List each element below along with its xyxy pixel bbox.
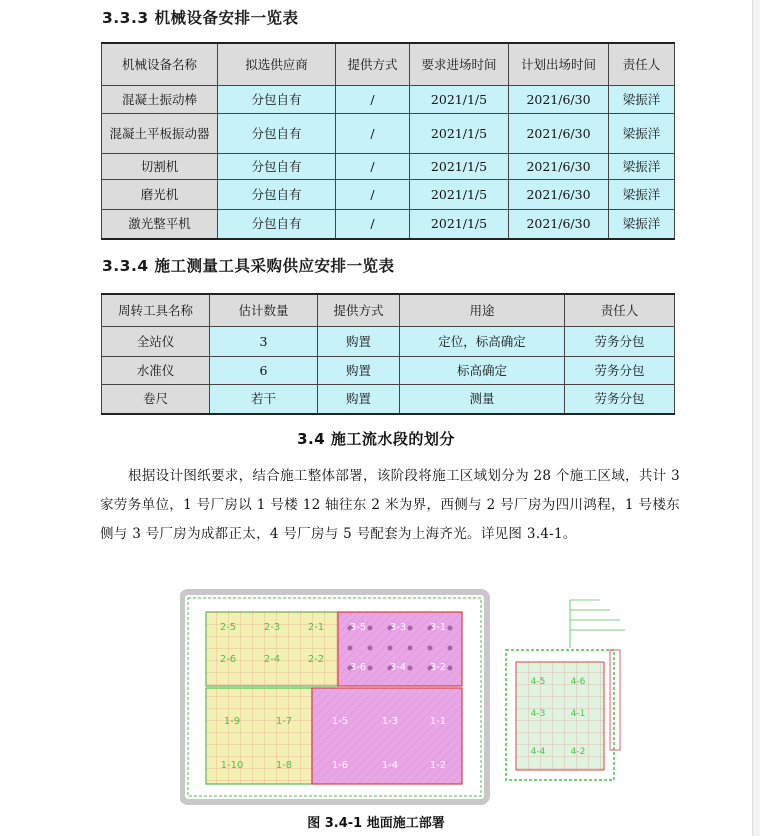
quantity-cell: 6 [210,356,318,384]
section-3-4-title: 3.4 施工流水段的划分 [297,430,455,448]
zone-label: 1-9 [223,716,241,727]
survey-tools-table-header [102,294,675,326]
zone-label: 1-6 [331,760,349,771]
method-cell: / [336,85,410,113]
zone-label: 2-1 [307,622,325,633]
equipment-name-cell: 切割机 [102,153,218,179]
equipment-name-cell: 磨光机 [102,179,218,209]
figure-caption: 图 3.4-1 地面施工部署 [307,816,445,831]
method-cell: / [336,179,410,209]
zone-label: 1-7 [275,716,293,727]
supplier-cell: 分包自有 [218,113,336,153]
zone-label: 1-3 [381,716,399,727]
zone-label: 3-3 [389,622,407,633]
quantity-cell: 若干 [210,384,318,414]
zone-label: 3-5 [349,622,367,633]
supplier-cell: 分包自有 [218,209,336,239]
zone-label: 1-1 [429,716,447,727]
section-3-3-3-title: 3.3.3 机械设备安排一览表 [102,9,299,27]
tool-name-cell: 卷尺 [102,384,210,414]
header-cell: 提供方式 [318,294,400,326]
paragraph-text: 根据设计图纸要求，结合施工整体部署，该阶段将施工区域划分为 28 个施工区域，共计 3 家劳务单位，1 号厂房以 1 号楼 12 轴往东 2 米为界，西侧与 2 号厂房为四川鸿程，1 号楼东侧与 3 号厂房为成都正太，4 号厂房与 5 号配套为上海齐光。详见图 3.4-1。 [100,468,680,542]
zone-label: 3-4 [389,662,407,673]
table-row [102,153,675,179]
supplier-cell: 分包自有 [218,153,336,179]
table-row [102,356,675,384]
entry-date-cell: 2021/1/5 [410,209,509,239]
table-row [102,209,675,239]
header-cell: 机械设备名称 [102,43,218,85]
responsible-cell: 劳务分包 [565,326,675,356]
purpose-cell: 测量 [400,384,565,414]
survey-tools-table [101,293,675,415]
table-row [102,326,675,356]
method-cell: 购置 [318,326,400,356]
supplier-cell: 分包自有 [218,85,336,113]
purpose-cell: 定位，标高确定 [400,326,565,356]
zone-label: 2-5 [219,622,237,633]
equipment-name-cell: 激光整平机 [102,209,218,239]
entry-date-cell: 2021/1/5 [410,85,509,113]
zone-label: 3-2 [429,662,447,673]
exit-date-cell: 2021/6/30 [509,179,609,209]
responsible-cell: 梁振洋 [609,209,675,239]
zone-label: 1-2 [429,760,447,771]
responsible-cell: 梁振洋 [609,85,675,113]
header-cell: 计划出场时间 [509,43,609,85]
exit-date-cell: 2021/6/30 [509,153,609,179]
header-cell: 提供方式 [336,43,410,85]
entry-date-cell: 2021/1/5 [410,153,509,179]
method-cell: / [336,209,410,239]
entry-date-cell: 2021/1/5 [410,113,509,153]
zone-label: 1-8 [275,760,293,771]
exit-date-cell: 2021/6/30 [509,209,609,239]
supplier-cell: 分包自有 [218,179,336,209]
header-cell: 用途 [400,294,565,326]
zone-label: 4-4 [530,747,546,757]
zone-label: 1-10 [220,760,244,771]
zone-label: 4-2 [570,747,586,757]
zone-label: 2-2 [307,654,325,665]
responsible-cell: 梁振洋 [609,113,675,153]
viewer-scroll-edge[interactable] [752,0,760,836]
zone-label: 2-6 [219,654,237,665]
method-cell: / [336,153,410,179]
responsible-cell: 劳务分包 [565,356,675,384]
zone-label: 4-1 [570,709,586,719]
header-cell: 拟选供应商 [218,43,336,85]
exit-date-cell: 2021/6/30 [509,113,609,153]
tool-name-cell: 全站仪 [102,326,210,356]
zone-label: 1-5 [331,716,349,727]
section-3-4-paragraph [100,462,680,549]
zone-label: 4-5 [530,677,546,687]
responsible-cell: 梁振洋 [609,179,675,209]
header-cell: 周转工具名称 [102,294,210,326]
equipment-name-cell: 混凝土振动棒 [102,85,218,113]
method-cell: 购置 [318,356,400,384]
dimension-annotations [570,600,625,648]
responsible-cell: 梁振洋 [609,153,675,179]
table-row [102,384,675,414]
header-cell: 要求进场时间 [410,43,509,85]
exit-date-cell: 2021/6/30 [509,85,609,113]
zone-label: 3-1 [429,622,447,633]
machinery-table-header [102,43,675,85]
purpose-cell: 标高确定 [400,356,565,384]
zone-label: 4-6 [570,677,586,687]
responsible-cell: 劳务分包 [565,384,675,414]
zone-label: 3-6 [349,662,367,673]
table-row [102,85,675,113]
quantity-cell: 3 [210,326,318,356]
method-cell: / [336,113,410,153]
tool-name-cell: 水准仪 [102,356,210,384]
equipment-name-cell: 混凝土平板振动器 [102,113,218,153]
machinery-table [101,42,675,240]
building-4-grid [516,662,604,770]
table-row [102,179,675,209]
section-3-3-4-title: 3.3.4 施工测量工具采购供应安排一览表 [102,257,395,275]
header-cell: 责任人 [565,294,675,326]
method-cell: 购置 [318,384,400,414]
zone-label: 2-3 [263,622,281,633]
header-cell: 责任人 [609,43,675,85]
site-deployment-plan [180,588,650,810]
zone-label: 2-4 [263,654,281,665]
entry-date-cell: 2021/1/5 [410,179,509,209]
zone-label: 1-4 [381,760,399,771]
header-cell: 估计数量 [210,294,318,326]
zone-label: 4-3 [530,709,546,719]
table-row [102,113,675,153]
